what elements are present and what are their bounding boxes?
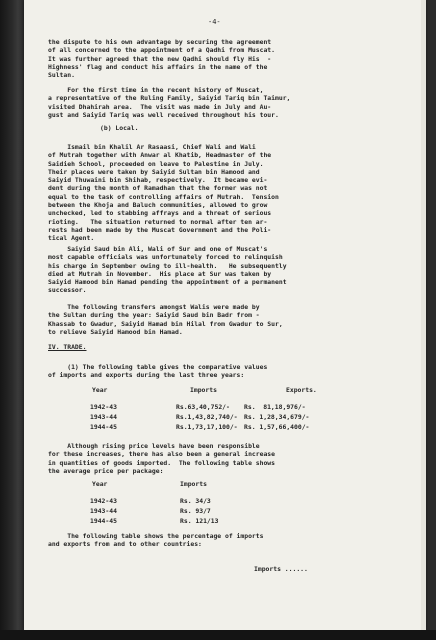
table2-header-year: Year [92, 480, 108, 488]
table2-row2-imports: Rs. 93/7 [180, 507, 211, 515]
table2-row3-year: 1944-45 [90, 517, 117, 525]
table1-row3-exports: Rs. 1,57,66,400/- [244, 423, 310, 431]
paragraph-price-levels: Although rising price levels have been responsible for these increases, there has also been a general increase in quantities of goods imported. The following table shows the average price per package: [48, 442, 276, 475]
section-heading-local: (b) Local. [100, 124, 139, 132]
table1-row1-year: 1942-43 [90, 403, 117, 411]
table1-row2-year: 1943-44 [90, 413, 117, 421]
paragraph-wali-transfers: The following transfers amongst Walis were made by the Sultan during the year: Saiyid Saud bin Badr from - Khassab to Gwadur, Saiyid Hamad bin Hilal from Gwadur to Sur, to relieve Saiyid Hamood bin Hamad. [48, 303, 283, 336]
table1-row2-imports: Rs.1,43,82,740/- [176, 413, 238, 421]
table1-row2-exports: Rs. 1,28,34,679/- [244, 413, 310, 421]
table1-header-year: Year [92, 386, 108, 394]
catchword: Imports ...... [254, 565, 308, 573]
paragraph-qadhi-dispute: the dispute to his own advantage by securing the agreement of all concerned to the appointment of a Qadhi from Muscat. It was further agreed that the new Qadhi should fly His - Highness' flag and conduct his affairs in the name of the Sultan. [48, 38, 276, 80]
table1-row1-exports: Rs. 81,18,976/- [244, 403, 306, 411]
table1-header-imports: Imports [190, 386, 217, 394]
table1-row3-imports: Rs.1,73,17,100/- [176, 423, 238, 431]
table2-row3-imports: Rs. 121/13 [180, 517, 219, 525]
table1-row3-year: 1944-45 [90, 423, 117, 431]
table2-row2-year: 1943-44 [90, 507, 117, 515]
table2-header-imports: Imports [180, 480, 207, 488]
paragraph-mutrah-wali: Ismail bin Khalil Ar Rasaasi, Chief Wali and Wali of Mutrah together with Anwar al Khatib, Headmaster of the Saidieh School, proceeded on leave to Palestine in July. Their places were taken by Saiyid Sultan bin Hamood and Saiyid Thuwaini bin Shihab, respectively. It became evi- dent during the month of Ramadhan that the former was not equal to the task of controlling affairs of Mutrah. Tension between the Khoja and Baluch communities, allowed to grow unchecked, led to stabbing affrays and a threat of serious rioting. The situation returned to normal after ten ar- rests had been made by the Muscat Government and the Poli- tical Agent. [48, 143, 279, 243]
table1-header-exports: Exports. [286, 386, 317, 394]
paragraph-sur-wali: Saiyid Saud bin Ali, Wali of Sur and one of Muscat's most capable officials was unfortunately forced to relinquish his charge in September owing to ill-health. He subsequently died at Mutrah in November. His place at Sur was taken by Saiyid Hamood bin Hamad pending the appointment of a permanent successor. [48, 245, 287, 295]
paragraph-percentage-table: The following table shows the percentage of imports and exports from and to other countries: [48, 532, 264, 549]
page-edge [421, 0, 426, 630]
table1-row1-imports: Rs.63,40,752/- [176, 403, 230, 411]
scanner-bottom-edge [0, 630, 436, 640]
table2-row1-imports: Rs. 34/3 [180, 497, 211, 505]
page-number: -4- [208, 18, 221, 26]
paragraph-dhahirah-visit: For the first time in the recent history of Muscat, a representative of the Ruling Family, Saiyid Tariq bin Taimur, visited Dhahirah area. The visit was made in July and Au- gust and Saiyid Tariq was well received throughout his tour. [48, 86, 291, 119]
document-page [24, 0, 426, 630]
paragraph-trade-intro: (1) The following table gives the comparative values of imports and exports during the last three years: [48, 363, 268, 380]
table2-row1-year: 1942-43 [90, 497, 117, 505]
section-heading-trade: IV. TRADE. [48, 343, 87, 351]
